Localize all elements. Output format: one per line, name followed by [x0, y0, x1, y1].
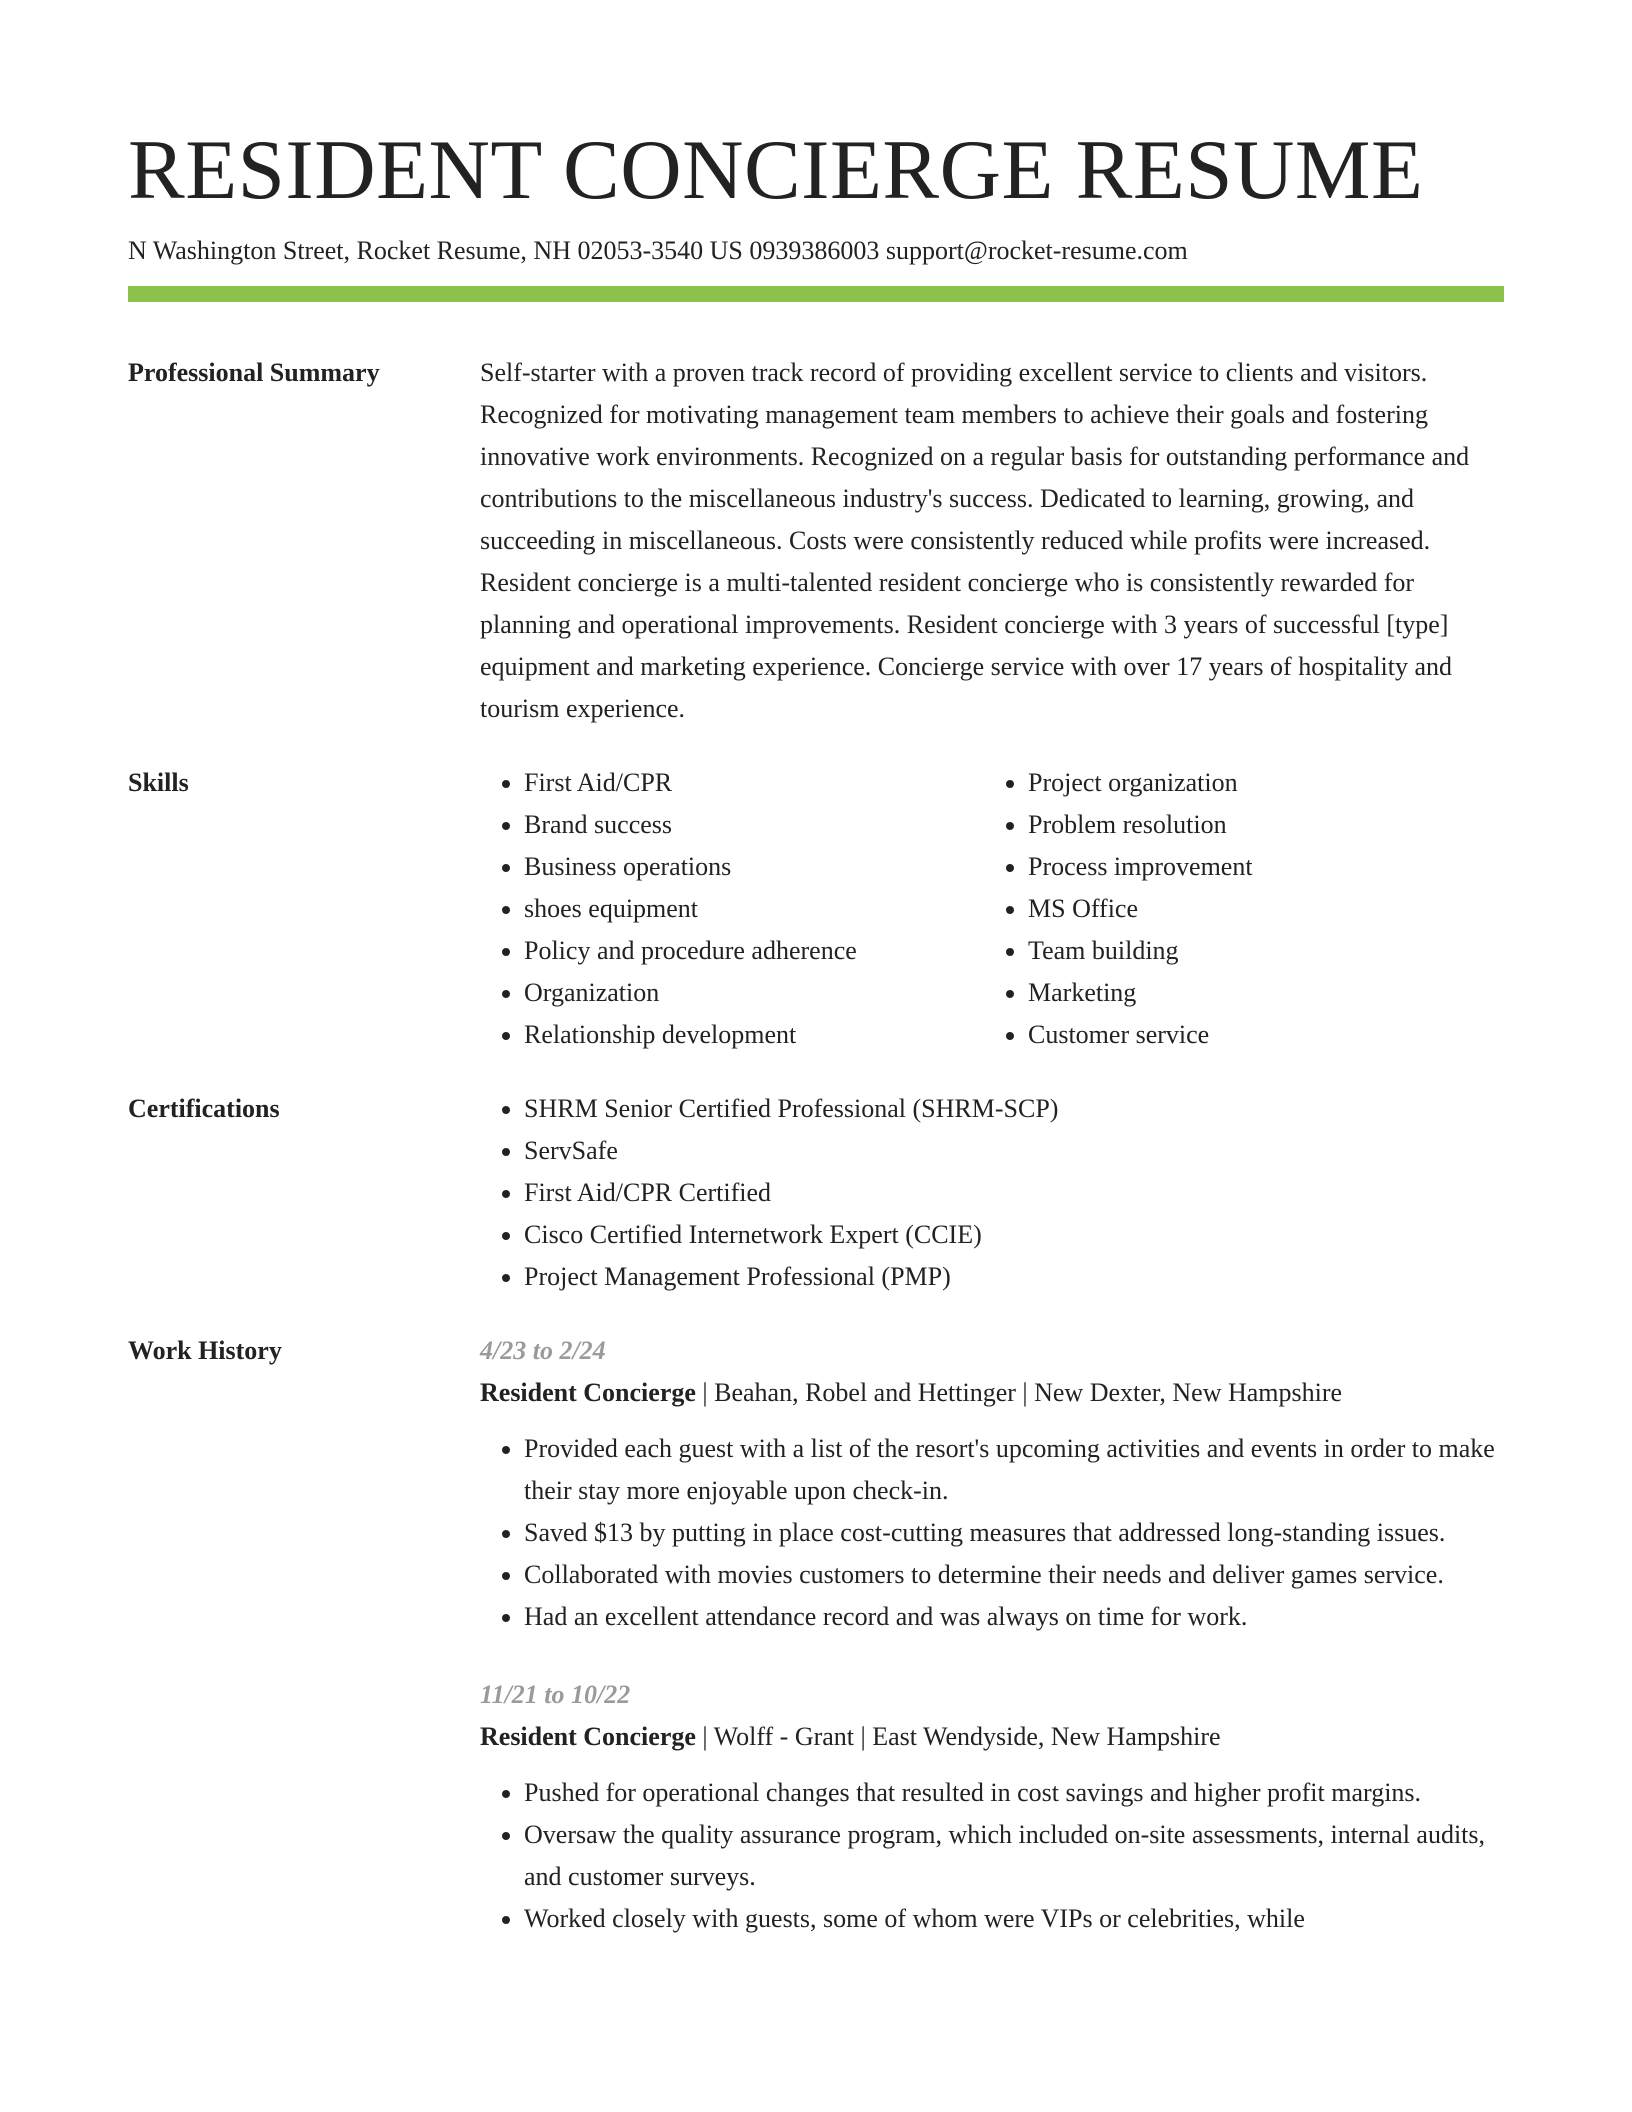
job-dates: 11/21 to 10/22 — [480, 1680, 631, 1709]
job-bullets — [480, 1772, 1504, 1940]
accent-divider — [128, 286, 1504, 302]
section-label: Skills — [128, 768, 189, 797]
skill-item: • MS Office — [1028, 888, 1504, 930]
section-label: Professional Summary — [128, 358, 380, 387]
certification-item: • ServSafe — [524, 1130, 1504, 1172]
contact-line: N Washington Street, Rocket Resume, NH 02053-3540 US 0939386003 support@rocket-resume.com — [128, 236, 1188, 265]
skill-item: • Team building — [1028, 930, 1504, 972]
job-bullet: • Oversaw the quality assurance program, which included on-site assessments, internal audits, and customer surveys. — [524, 1814, 1504, 1898]
work-history-section — [128, 1330, 1504, 1976]
certification-item: • Cisco Certified Internetwork Expert (CCIE) — [524, 1214, 1504, 1256]
job-bullet: • Pushed for operational changes that resulted in cost savings and higher profit margins. — [524, 1772, 1504, 1814]
job-bullet: • Provided each guest with a list of the resort's upcoming activities and events in order to make their stay more enjoyable upon check-in. — [524, 1428, 1504, 1512]
skill-item: • First Aid/CPR — [524, 762, 984, 804]
job-bullet: • Saved $13 by putting in place cost-cutting measures that addressed long-standing issues. — [524, 1512, 1504, 1554]
job-bullet: • Worked closely with guests, some of whom were VIPs or celebrities, while — [524, 1898, 1504, 1940]
job-title: Resident Concierge — [480, 1722, 696, 1751]
certifications-list — [480, 1088, 1504, 1298]
skill-item: • Brand success — [524, 804, 984, 846]
job-heading — [480, 1372, 1504, 1414]
job-heading — [480, 1716, 1504, 1758]
professional-summary-section — [128, 352, 1504, 730]
job-title: Resident Concierge — [480, 1378, 696, 1407]
job-bullets — [480, 1428, 1504, 1638]
skills-list-right — [984, 762, 1504, 1056]
job-details: | Beahan, Robel and Hettinger | New Dexter, New Hampshire — [695, 1378, 1343, 1407]
skill-item: • Customer service — [1028, 1014, 1504, 1056]
skill-item: • shoes equipment — [524, 888, 984, 930]
certifications-section — [128, 1088, 1504, 1298]
skill-item: • Organization — [524, 972, 984, 1014]
job-bullet: • Had an excellent attendance record and was always on time for work. — [524, 1596, 1504, 1638]
section-label: Certifications — [128, 1094, 280, 1123]
skills-list-left — [480, 762, 984, 1056]
certification-item: • First Aid/CPR Certified — [524, 1172, 1504, 1214]
skill-item: • Relationship development — [524, 1014, 984, 1056]
skill-item: • Business operations — [524, 846, 984, 888]
skill-item: • Project organization — [1028, 762, 1504, 804]
job-dates: 4/23 to 2/24 — [480, 1336, 606, 1365]
certification-item: • Project Management Professional (PMP) — [524, 1256, 1504, 1298]
summary-text: Self-starter with a proven track record of providing excellent service to clients and visitors. Recognized for motivating management team members to achieve their goals and fostering innovative work environments. Recognized on a regular basis for outstanding performance and contributions to the miscellaneous industry's success. Dedicated to learning, growing, and succeeding in miscellaneous. Costs were consistently reduced while profits were increased. Resident concierge is a multi-talented resident concierge who is consistently rewarded for planning and operational improvements. Resident concierge with 3 years of successful [type] equipment and marketing experience. Concierge service with over 17 years of hospitality and tourism experience. — [480, 358, 1470, 723]
skill-item: • Marketing — [1028, 972, 1504, 1014]
job-entry — [480, 1330, 1504, 1638]
skill-item: • Problem resolution — [1028, 804, 1504, 846]
job-bullet: • Collaborated with movies customers to determine their needs and deliver games service. — [524, 1554, 1504, 1596]
job-entry — [480, 1674, 1504, 1940]
section-label: Work History — [128, 1336, 282, 1365]
skills-section — [128, 762, 1504, 1056]
skill-item: • Policy and procedure adherence — [524, 930, 984, 972]
certification-item: • SHRM Senior Certified Professional (SHRM-SCP) — [524, 1088, 1504, 1130]
job-details: | Wolff - Grant | East Wendyside, New Hampshire — [695, 1722, 1221, 1751]
skill-item: • Process improvement — [1028, 846, 1504, 888]
resume-title: RESIDENT CONCIERGE RESUME — [128, 123, 1424, 217]
resume-page — [128, 0, 1504, 1976]
